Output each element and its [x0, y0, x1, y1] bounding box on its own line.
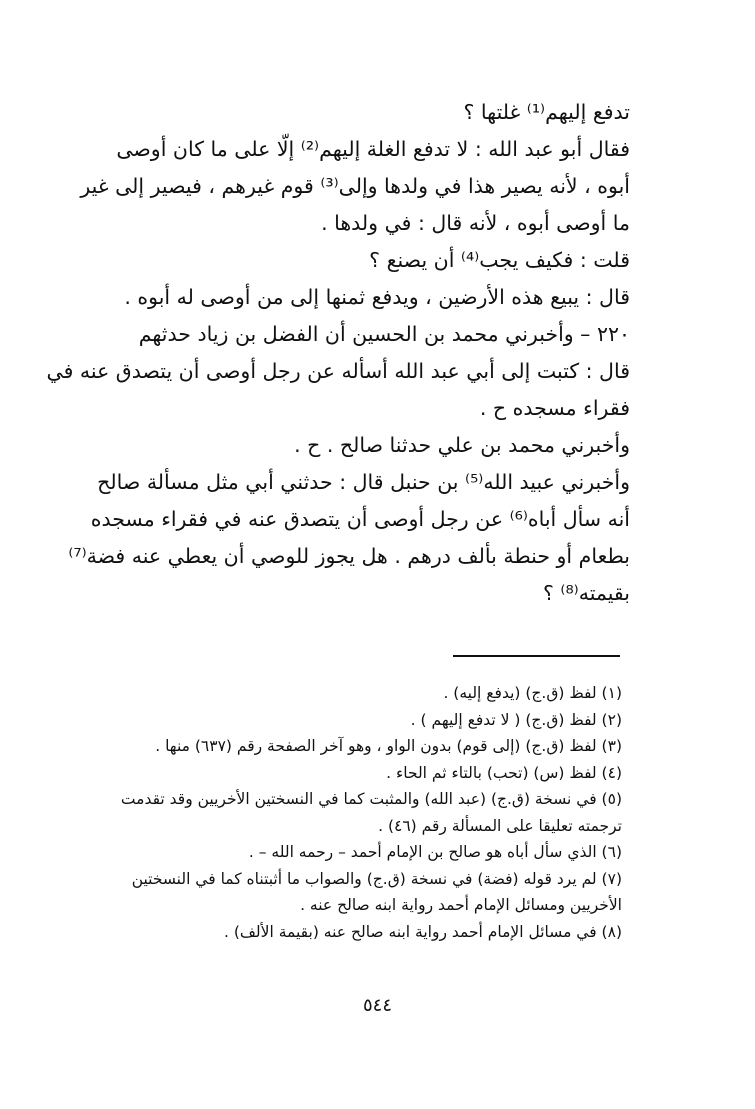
text-line: ما أوصى أبوه ، لأنه قال : في ولدها . [321, 211, 630, 235]
text-line: فقراء مسجده ح . [479, 396, 630, 420]
text-line: أنه سأل أباه⁽⁶⁾ عن رجل أوصى أن يتصدق عنه في فقراء مسجده [90, 507, 630, 531]
text-line: وأخبرني عبيد الله⁽⁵⁾ بن حنبل قال : حدثني أبي مثل مسألة صالح [97, 470, 630, 494]
text-line: أبوه ، لأنه يصير هذا في ولدها وإلى⁽³⁾ قوم غيرهم ، فيصير إلى غير [80, 174, 630, 198]
text-line: بقيمته⁽⁸⁾ ؟ [543, 581, 630, 605]
footnote-line: (٢) لفظ (ق.ج) ( لا تدفع إليهم ) . [410, 710, 622, 729]
footnote-line: (٥) في نسخة (ق.ج) (عبد الله) والمثبت كما في النسختين الأخريين وقد تقدمت [120, 790, 622, 808]
text-line: بطعام أو حنطة بألف درهم . هل يجوز للوصي أن يعطي عنه فضة⁽⁷⁾ [68, 544, 630, 568]
footnote-line: (٧) لم يرد قوله (فضة) في نسخة (ق.ج) والصواب ما أثبتناه كما في النسختين [131, 869, 622, 888]
text-line: فقال أبو عبد الله : لا تدفع الغلة إليهم⁽²⁾ إلّا على ما كان أوصى [116, 137, 630, 161]
footnote-line: الأخريين ومسائل الإمام أحمد رواية ابنه صالح عنه . [300, 896, 622, 914]
footnote-line: ترجمته تعليقا على المسألة رقم (٤٦) . [378, 816, 622, 835]
text-line: ٢٢٠ – وأخبرني محمد بن الحسين أن الفضل بن زياد حدثهم [138, 322, 630, 346]
main-text [46, 94, 630, 612]
footnote-line: (١) لفظ (ق.ج) (يدفع إليه) . [443, 684, 622, 702]
footnotes [88, 680, 622, 945]
footnote-line: (٤) لفظ (س) (تحب) بالتاء ثم الحاء . [386, 763, 622, 782]
footnote-line: (٦) الذي سأل أباه هو صالح بن الإمام أحمد – رحمه الله – . [248, 843, 622, 861]
text-line: تدفع إليهم⁽¹⁾ غلتها ؟ [463, 100, 630, 124]
text-line: قلت : فكيف يجب⁽⁴⁾ أن يصنع ؟ [369, 248, 630, 272]
footnote-line: (٣) لفظ (ق.ج) (إلى قوم) بدون الواو ، وهو آخر الصفحة رقم (٦٣٧) منها . [155, 737, 622, 755]
footnote-separator [453, 655, 620, 657]
text-line: وأخبرني محمد بن علي حدثنا صالح . ح . [294, 433, 630, 457]
footnote-line: (٨) في مسائل الإمام أحمد رواية ابنه صالح عنه (بقيمة الألف) . [223, 922, 622, 941]
page-number: ٥٤٤ [362, 995, 392, 1016]
text-line: قال : يبيع هذه الأرضين ، ويدفع ثمنها إلى من أوصى له أبوه . [124, 285, 630, 309]
text-line: قال : كتبت إلى أبي عبد الله أسأله عن رجل أوصى أن يتصدق عنه في [46, 359, 630, 383]
